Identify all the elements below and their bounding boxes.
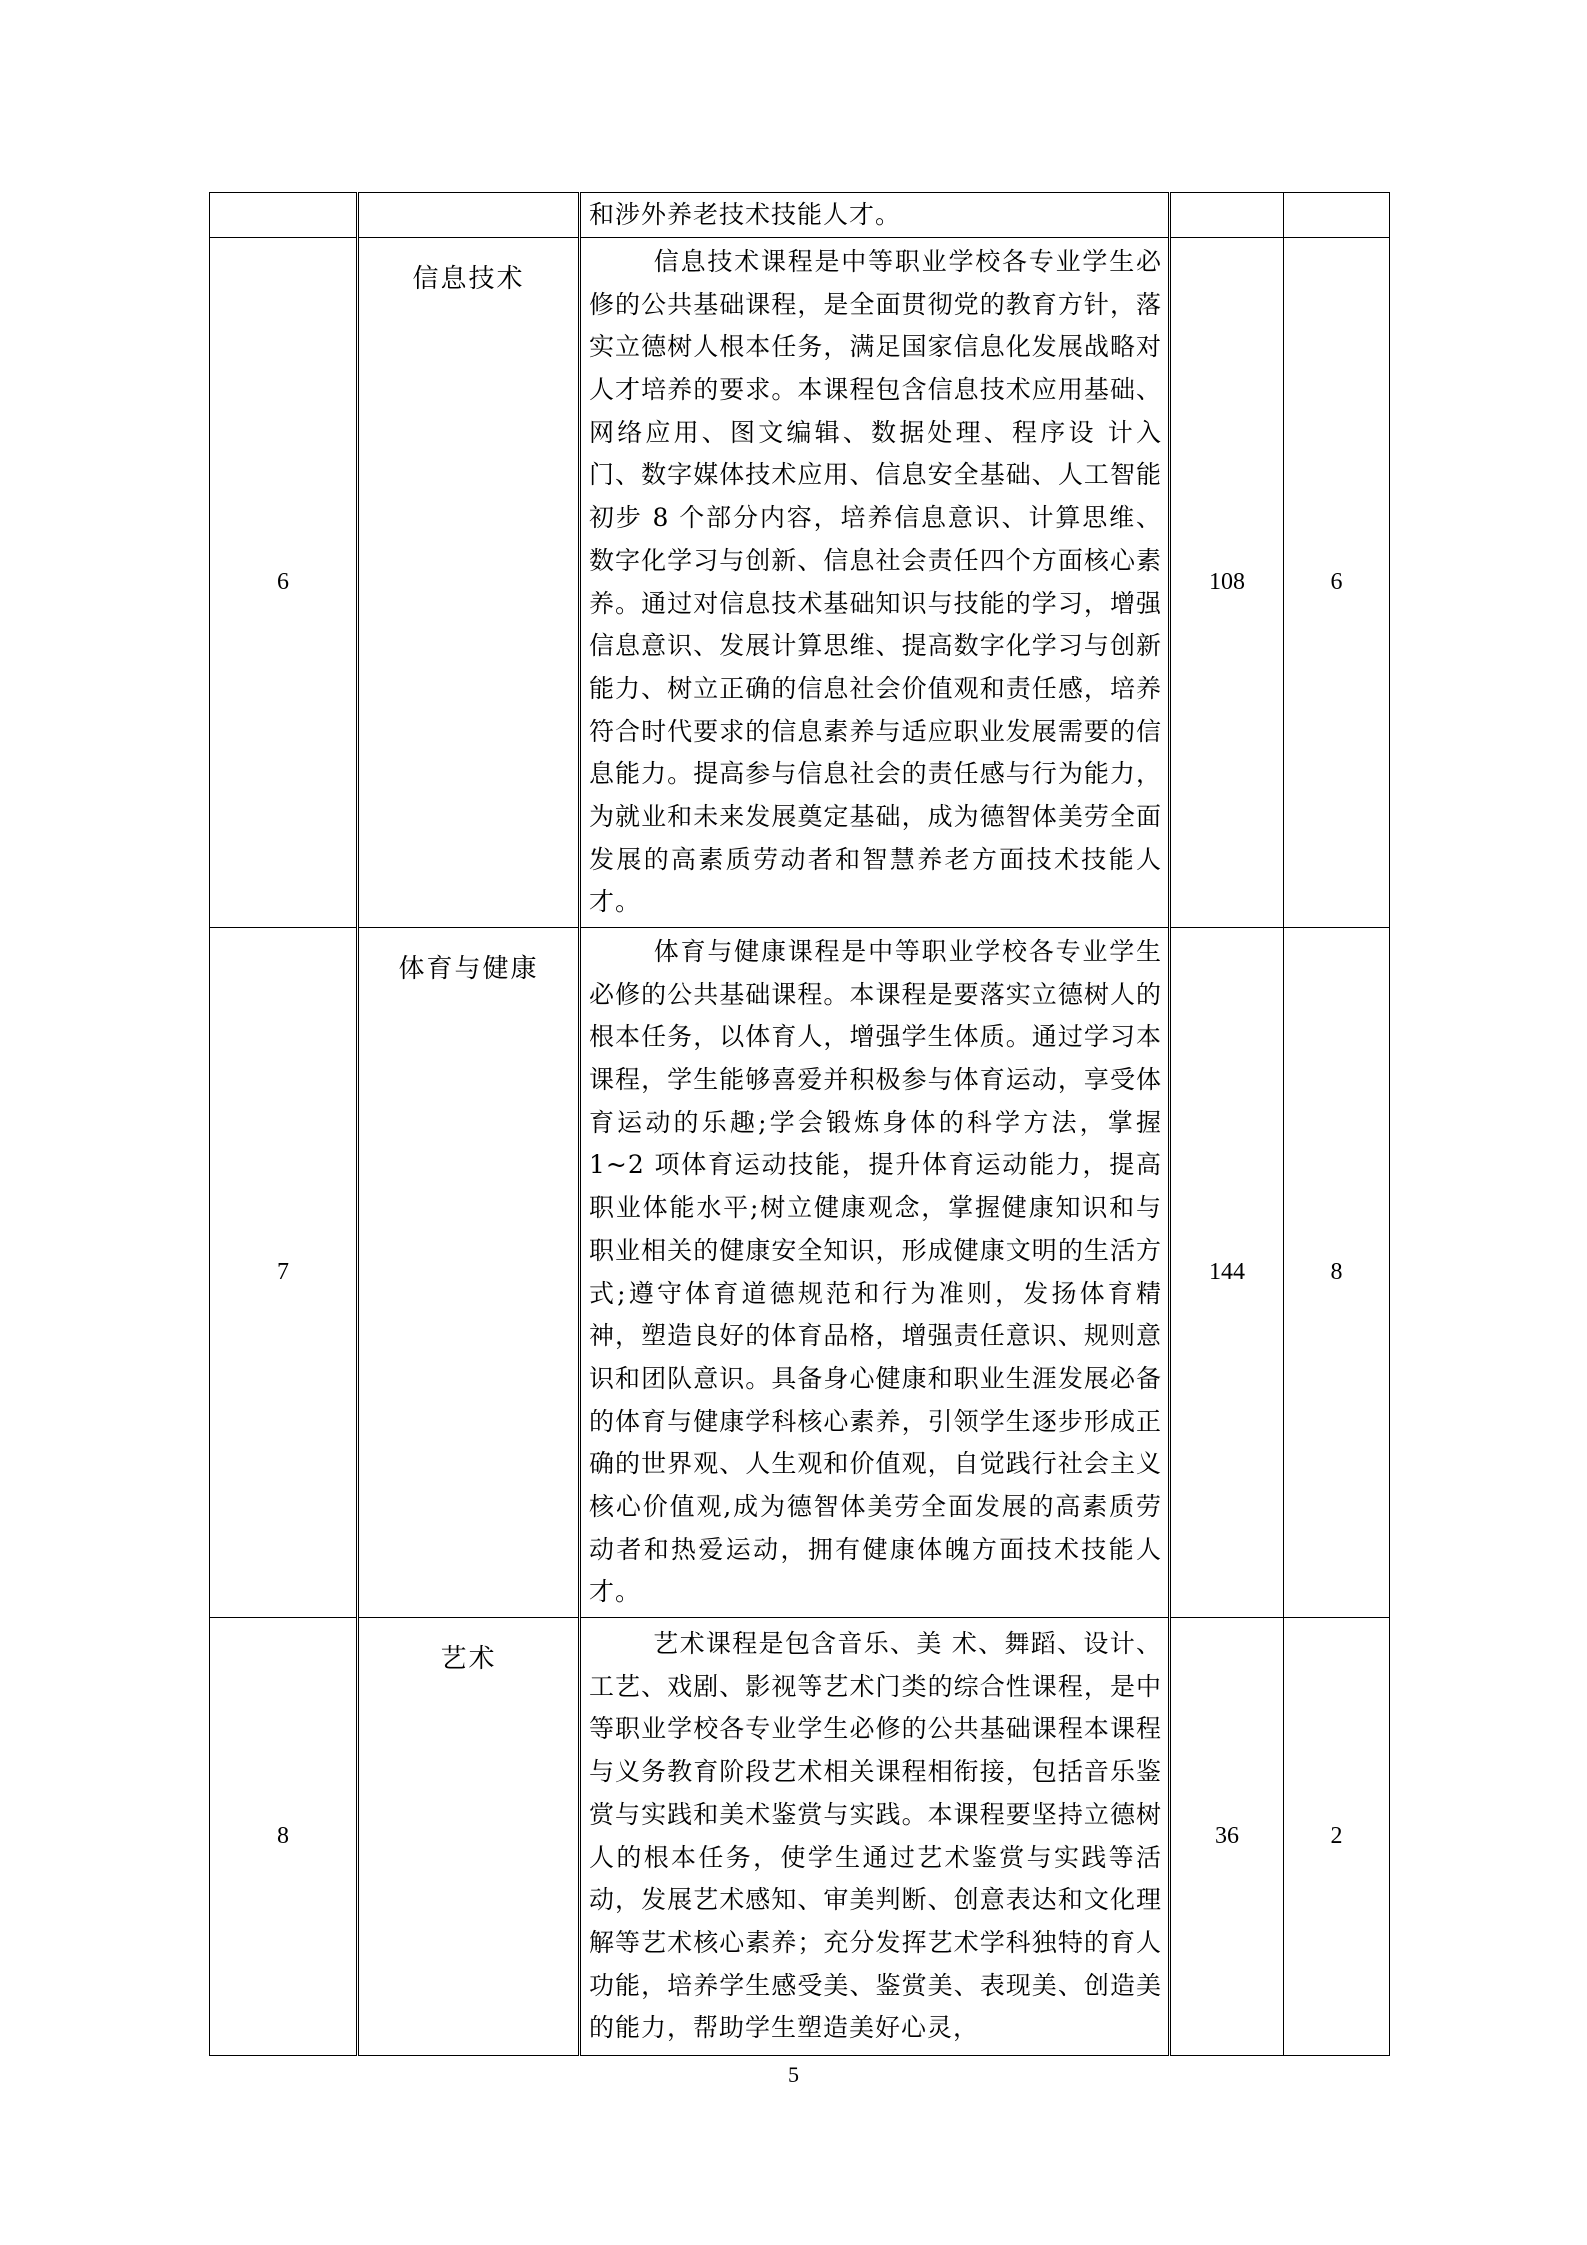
row-number: 8 (210, 1618, 358, 2056)
course-name (358, 193, 580, 238)
row-number: 6 (210, 238, 358, 928)
course-name (358, 1618, 580, 2056)
course-credits: 6 (1284, 238, 1390, 928)
course-description (580, 238, 1170, 928)
course-table (209, 192, 1390, 2056)
course-credits: 8 (1284, 928, 1390, 1618)
course-description: 和涉外养老技术技能人才。 (580, 193, 1170, 238)
course-description (580, 1618, 1170, 2056)
course-description-text: 信息技术课程是中等职业学校各专业学生必修的公共基础课程，是全面贯彻党的教育方针，落实立德树人根本任务，满足国家信息化发展战略对人才培养的要求。本课程包含信息技术应用基础、网络应用、图文编辑、数据处理、程序设 计入门、数字媒体技术应用、信息安全基础、人工智能初步 8 个部分内容，培养信息意识、计算思维、数字化学习与创新、信息社会责任四个方面核心素养。通过对信息技术基础知识与技能的学习，增强信息意识、发展计算思维、提高数字化学习与创新能力、树立正确的信息社会价值观和责任感，培养符合时代要求的信息素养与适应职业发展需要的信息能力。提高参与信息社会的责任感与行为能力，为就业和未来发展奠定基础，成为德智体美劳全面发展的高素质劳动者和智慧养老方面技术技能人才。 (589, 246, 1162, 917)
course-hours (1170, 193, 1284, 238)
course-description (580, 928, 1170, 1618)
course-credits (1284, 193, 1390, 238)
table-row (210, 238, 1390, 928)
course-credits: 2 (1284, 1618, 1390, 2056)
course-name (358, 238, 580, 928)
course-description-text: 体育与健康课程是中等职业学校各专业学生必修的公共基础课程。本课程是要落实立德树人的根本任务，以体育人，增强学生体质。通过学习本课程，学生能够喜爱并积极参与体育运动，享受体育运动的乐趣;学会锻炼身体的科学方法，掌握 1~2 项体育运动技能，提升体育运动能力，提高职业体能水平;树立健康观念，掌握健康知识和与职业相关的健康安全知识，形成健康文明的生活方式;遵守体育道德规范和行为准则，发扬体育精神，塑造良好的体育品格，增强责任意识、规则意识和团队意识。具备身心健康和职业生涯发展必备的体育与健康学科核心素养，引领学生逐步形成正确的世界观、人生观和价值观，自觉践行社会主义核心价值观,成为德智体美劳全面发展的高素质劳动者和热爱运动，拥有健康体魄方面技术技能人才。 (589, 936, 1162, 1607)
row-number (210, 193, 358, 238)
course-name-text: 信息技术 (412, 264, 525, 294)
table-row (210, 193, 1390, 238)
course-hours: 36 (1170, 1618, 1284, 2056)
table-row (210, 1618, 1390, 2056)
course-description-text: 艺术课程是包含音乐、美 术、舞蹈、设计、工艺、戏剧、影视等艺术门类的综合性课程，是中等职业学校各专业学生必修的公共基础课程本课程与义务教育阶段艺术相关课程相衔接，包括音乐鉴赏与实践和美术鉴赏与实践。本课程要坚持立德树人的根本任务，使学生通过艺术鉴赏与实践等活动，发展艺术感知、审美判断、创意表达和文化理解等艺术核心素养；充分发挥艺术学科独特的育人功能，培养学生感受美、鉴赏美、表现美、创造美的能力，帮助学生塑造美好心灵， (589, 1628, 1162, 2043)
course-name-text: 艺术 (440, 1644, 497, 1674)
course-hours: 108 (1170, 238, 1284, 928)
course-hours: 144 (1170, 928, 1284, 1618)
table-row (210, 928, 1390, 1618)
course-name-text: 体育与健康 (398, 954, 539, 984)
row-number: 7 (210, 928, 358, 1618)
course-name (358, 928, 580, 1618)
page-number: 5 (788, 2062, 799, 2087)
